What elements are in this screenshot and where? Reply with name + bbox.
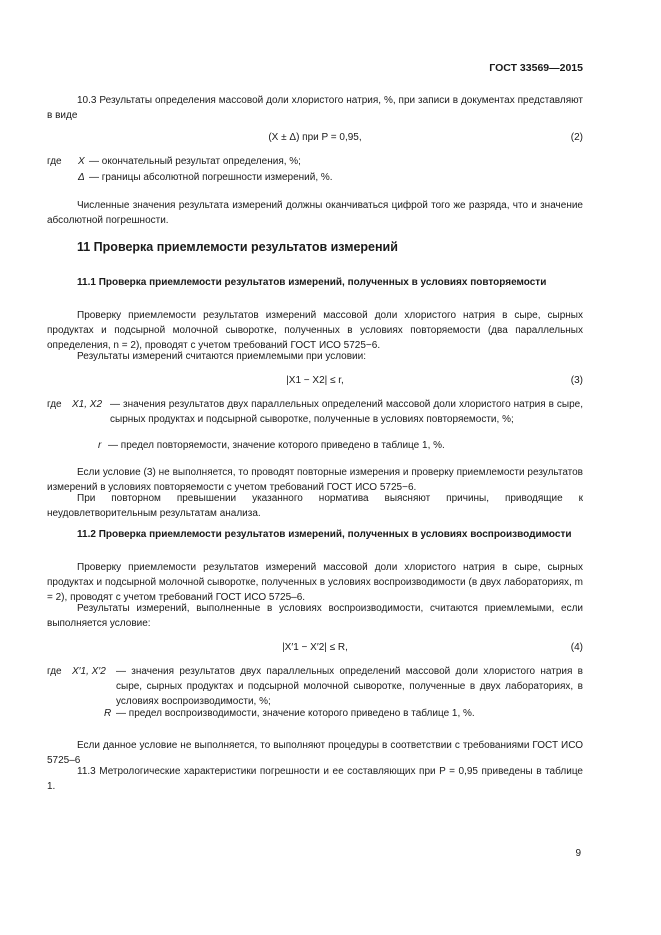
equation-4-formula: |X′1 − X′2| ≤ R, [282, 642, 348, 653]
section-11-1-heading: 11.1 Проверка приемлемости результатов измерений, полученных в условиях повторяемости [77, 277, 547, 288]
definition-desc: — значения результатов двух параллельных определений массовой доли хлористого натрия в сыре, сырных продуктах и подсырной молочной сыворотке, полученные в двух лабораториях, в условиях воспроизводимости, %; [116, 666, 583, 707]
section-11-2-paragraph-1: Проверку приемлемости результатов измерений массовой доли хлористого натрия в сыре, сырных продуктах и подсырной молочной сыворотке, полученных в условиях воспроизводимости (в двух лабораториях, m = 2), проводят с учетом требований ГОСТ ИСО 5725–6. [47, 562, 583, 603]
definition-desc: — предел повторяемости, значение которого приведено в таблице 1, %. [108, 440, 445, 451]
definition-desc: — значения результатов двух параллельных определений массовой доли хлористого натрия в сыре, сырных продуктах и подсырной сыворотке, полученные в условиях повторяемости, %; [110, 399, 583, 425]
section-11-2-paragraph-3: Если данное условие не выполняется, то выполняют процедуры в соответствии с требованиями ГОСТ ИСО 5725–6 [47, 740, 583, 766]
equation-2-formula: (X ± Δ) при P = 0,95, [268, 132, 362, 143]
where-label: где [47, 666, 62, 677]
definition-desc: — предел воспроизводимости, значение которого приведено в таблице 1, %. [116, 708, 475, 719]
section-11-1-paragraph-2: Результаты измерений считаются приемлемыми при условии: [77, 351, 366, 362]
equation-4-number: (4) [570, 642, 583, 653]
definition-term: R [104, 708, 112, 719]
section-11-2-heading: 11.2 Проверка приемлемости результатов измерений, полученных в условиях воспроизводимости [77, 529, 572, 540]
definition-desc: — окончательный результат определения, %; [89, 156, 301, 167]
definition-term: X [78, 156, 85, 167]
section-11-1-paragraph-3: Если условие (3) не выполняется, то проводят повторные измерения и проверку приемлемости результатов измерений в условиях повторяемости с учетом требований ГОСТ ИСО 5725−6. [47, 467, 583, 493]
page-number: 9 [575, 848, 581, 859]
section-10-3-text: 10.3 Результаты определения массовой доли хлористого натрия, %, при записи в документах представляют в виде [47, 95, 583, 121]
where-label: где [47, 399, 62, 410]
equation-3-formula: |X1 − X2| ≤ r, [286, 375, 344, 386]
section-11-2-paragraph-2: Результаты измерений, выполненные в условиях воспроизводимости, считаются приемлемыми, если выполняется условие: [47, 603, 583, 629]
where-label: где [47, 156, 62, 167]
standard-header: ГОСТ 33569—2015 [489, 62, 583, 74]
section-11-heading: 11 Проверка приемлемости результатов измерений [77, 240, 398, 254]
section-11-1-paragraph-1: Проверку приемлемости результатов измерений массовой доли хлористого натрия в сыре, сырных продуктах и подсырной молочной сыворотке, полученных в условиях повторяемости (два параллельных определения, n = 2), проводят с учетом требований ГОСТ ИСО 5725−6. [47, 310, 583, 351]
section-11-3-text: 11.3 Метрологические характеристики погрешности и ее составляющих при P = 0,95 приведены в таблице 1. [47, 766, 583, 792]
definition-term: X1, X2 [72, 399, 103, 410]
equation-2-number: (2) [570, 132, 583, 143]
equation-3-number: (3) [570, 375, 583, 386]
section-11-1-paragraph-4: При повторном превышении указанного норматива выясняют причины, приводящие к неудовлетворительным результатам анализа. [47, 493, 583, 519]
definition-desc: — границы абсолютной погрешности измерений, %. [89, 172, 333, 183]
definition-term: Δ [78, 172, 85, 183]
section-10-3-note: Численные значения результата измерений должны оканчиваться цифрой того же разряда, что и значение абсолютной погрешности. [47, 200, 583, 226]
definition-term: X′1, X′2 [72, 666, 106, 677]
definition-term: r [98, 440, 102, 451]
